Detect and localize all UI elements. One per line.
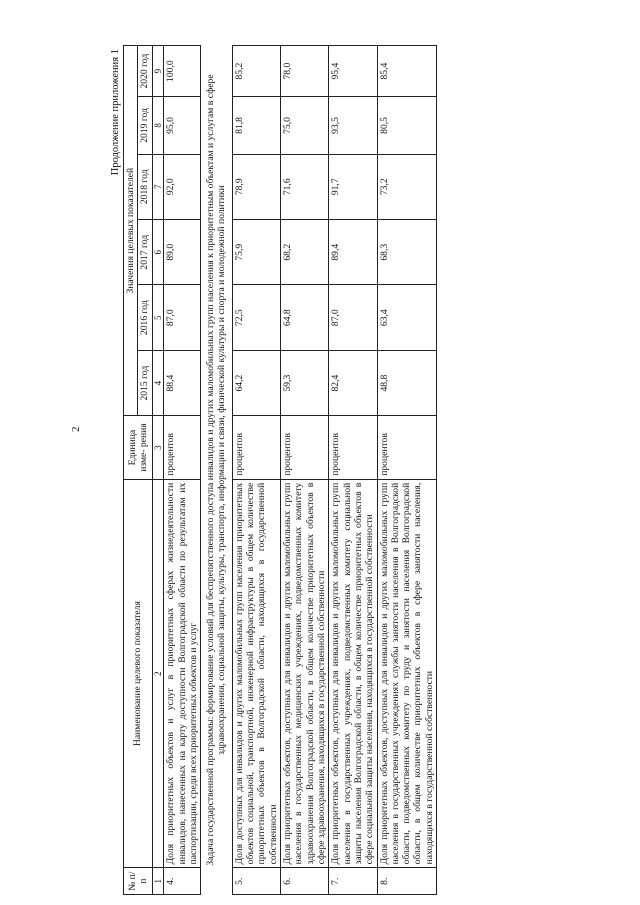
target-indicators-table <box>123 45 437 895</box>
indicator-value: 92,0 <box>164 154 201 219</box>
indicator-value: 75,0 <box>281 97 329 154</box>
indicator-value: 95,0 <box>164 97 201 154</box>
header-year: 2018 год <box>138 154 152 219</box>
header-name: Наименование целевого показателя <box>124 479 153 868</box>
table-row <box>232 46 280 895</box>
indicator-value: 72,5 <box>232 285 280 350</box>
indicator-name: Доля доступных для инвалидов и других маломобильных групп населения приоритетных объектов социальной, транспортной, инженерной инфраструктуры в общем количестве приоритетных объектов в Волгоградской области, находящихся в государственной собственности <box>232 479 280 868</box>
row-number: 5. <box>232 868 280 895</box>
indicator-unit: процентов <box>329 416 377 479</box>
indicator-value: 78,0 <box>281 46 329 97</box>
column-number: 5 <box>152 285 164 350</box>
rotated-table-page <box>110 45 437 895</box>
indicator-value: 64,2 <box>232 350 280 415</box>
row-number: 4. <box>164 868 201 895</box>
indicator-value: 73,2 <box>377 154 437 219</box>
indicator-value: 63,4 <box>377 285 437 350</box>
table-row <box>164 46 201 895</box>
indicator-value: 78,9 <box>232 154 280 219</box>
indicator-value: 95,4 <box>329 46 377 97</box>
indicator-value: 59,3 <box>281 350 329 415</box>
indicator-value: 85,2 <box>232 46 280 97</box>
indicator-value: 89,0 <box>164 220 201 285</box>
header-year: 2019 год <box>138 97 152 154</box>
table-row <box>329 46 377 895</box>
indicator-name: Доля приоритетных объектов и услуг в приоритетных сферах жизнедеятельности инвалидов, нанесенных на карту доступности Волгоградской области по результатам их паспортизации, среди всех приоритетных объектов и услуг <box>164 479 201 868</box>
indicator-value: 48,8 <box>377 350 437 415</box>
page-number: 2 <box>70 426 82 432</box>
indicator-value: 91,7 <box>329 154 377 219</box>
indicator-value: 89,4 <box>329 220 377 285</box>
indicator-value: 80,5 <box>377 97 437 154</box>
indicator-name: Доля приоритетных объектов, доступных для инвалидов и других маломобильных групп населения в государственных медицинских учреждениях, подведомственных комитету здравоохранения Волгоградской области, в общем количестве приоритетных объектов в сфере здравоохранения, находящихся в государственной собственности <box>281 479 329 868</box>
column-number: 2 <box>152 479 164 868</box>
indicator-value: 100,0 <box>164 46 201 97</box>
header-unit: Единица изме- рения <box>124 416 153 479</box>
column-number: 3 <box>152 416 164 479</box>
column-number: 8 <box>152 97 164 154</box>
column-number: 7 <box>152 154 164 219</box>
indicator-value: 87,0 <box>329 285 377 350</box>
task-row <box>201 46 233 895</box>
indicator-name: Доля приоритетных объектов, доступных для инвалидов и других маломобильных групп населения в государственных учреждениях, подведомственных комитету социальной защиты населения Волгоградской области, в общем количестве приоритетных объектов в сфере социальной защиты населения, находящихся в государственной собственности <box>329 479 377 868</box>
table-row <box>281 46 329 895</box>
continuation-label: Продолжение приложения 1 <box>110 49 121 176</box>
indicator-value: 81,8 <box>232 97 280 154</box>
indicator-value: 64,8 <box>281 285 329 350</box>
indicator-value: 75,9 <box>232 220 280 285</box>
indicator-unit: процентов <box>377 416 437 479</box>
indicator-unit: процентов <box>281 416 329 479</box>
column-number-row <box>152 46 164 895</box>
column-number: 1 <box>152 868 164 895</box>
column-number: 6 <box>152 220 164 285</box>
indicator-name: Доля приоритетных объектов, доступных для инвалидов и других маломобильных групп населения в государственных учреждениях службы занятости населения в Волгоградской области, подведомственных комитету по труду и занятости населения Волгоградской области, в общем количестве приоритетных объектов в сфере занятости населения, находящихся в государственной собственности <box>377 479 437 868</box>
indicator-value: 68,3 <box>377 220 437 285</box>
indicator-value: 85,4 <box>377 46 437 97</box>
header-year: 2020 год <box>138 46 152 97</box>
row-number: 8. <box>377 868 437 895</box>
row-number: 7. <box>329 868 377 895</box>
column-number: 4 <box>152 350 164 415</box>
header-year: 2016 год <box>138 285 152 350</box>
header-no: № п/п <box>124 868 153 895</box>
row-number: 6. <box>281 868 329 895</box>
indicator-unit: процентов <box>232 416 280 479</box>
indicator-value: 87,0 <box>164 285 201 350</box>
header-year: 2015 год <box>138 350 152 415</box>
table-row <box>377 46 437 895</box>
indicator-unit: процентов <box>164 416 201 479</box>
header-values-group: Значения целевых показателей <box>124 46 138 416</box>
header-year: 2017 год <box>138 220 152 285</box>
column-number: 9 <box>152 46 164 97</box>
program-task: Задача государственной программы: формирование условий для беспрепятственного доступа инвалидов и других маломобильных групп населения к приоритетным объектам и услугам в сфере здравоохранения, социальной защиты, культуры, транспорта, информации и связи, физической культуры и спорта и молодежной политики <box>201 46 233 895</box>
indicator-value: 93,5 <box>329 97 377 154</box>
indicator-value: 71,6 <box>281 154 329 219</box>
indicator-value: 68,2 <box>281 220 329 285</box>
indicator-value: 82,4 <box>329 350 377 415</box>
indicator-value: 88,4 <box>164 350 201 415</box>
